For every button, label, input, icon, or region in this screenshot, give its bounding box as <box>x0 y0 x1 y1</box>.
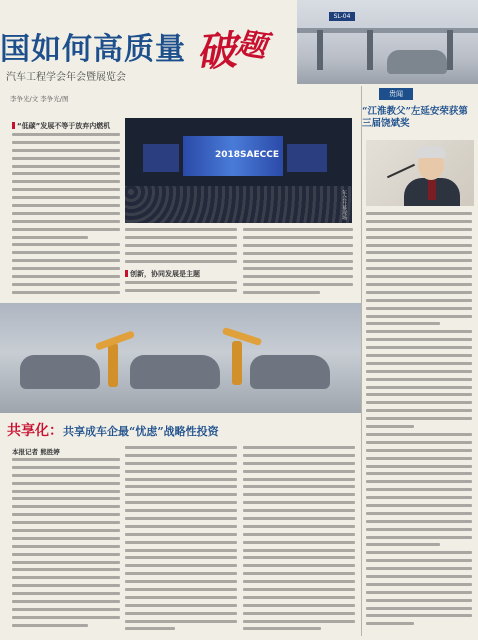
headline-main: 国如何高质量 <box>0 32 186 67</box>
robot-arm-base <box>232 341 242 385</box>
robot-assembly-photo <box>0 303 362 413</box>
factory-photo <box>297 0 478 84</box>
factory-pillar <box>447 30 453 70</box>
factory-pillar <box>367 30 373 70</box>
right-text-column <box>366 212 472 632</box>
right-column-tag: 贵闻 <box>379 88 413 100</box>
portrait-hair <box>416 146 446 158</box>
headline-red-char-2: 题 <box>234 25 270 65</box>
stage-screen-right <box>287 144 327 172</box>
stage-screen-left <box>143 144 179 172</box>
factory-sign: SL-04 <box>329 12 355 21</box>
shared-section-byline: 本报记者 熊胜婷 <box>12 448 60 456</box>
section-marker-icon <box>12 122 15 129</box>
section-label-low-carbon: “低碳”发展不等于放弃内燃机 <box>12 121 110 131</box>
page-headline <box>0 14 320 77</box>
byline: 李争光/文 李争光/图 <box>10 95 69 103</box>
factory-car-body <box>387 50 447 74</box>
assembly-car-body <box>20 355 100 389</box>
shared-mobility-headline <box>7 420 367 440</box>
headline-red-char-1: 破 <box>194 26 239 77</box>
microphone-icon <box>387 164 415 178</box>
shared-mobility-headline-sub: 共享成车企最“忧虑”战略性投资 <box>63 425 219 438</box>
shared-mobility-headline-main: 共享化： <box>7 423 63 439</box>
left-text-column <box>12 133 120 298</box>
column-divider <box>361 86 362 636</box>
mid-text-column-right <box>243 228 353 298</box>
stage-screen-text: 2018SAECCE <box>215 150 280 160</box>
assembly-car-body <box>130 355 220 389</box>
section-marker-icon <box>125 270 128 277</box>
factory-pillar <box>317 30 323 70</box>
robot-arm-base <box>108 343 118 387</box>
assembly-car-body <box>250 355 330 389</box>
portrait-tie <box>428 180 436 200</box>
photo-caption: 年会开幕现场 <box>341 190 347 220</box>
section-label-innovation: 创新，协同发展是主题 <box>125 269 200 279</box>
subheadline: 汽车工程学会年会暨展览会 <box>6 72 126 83</box>
portrait-photo <box>366 140 474 206</box>
bottom-text-column-1 <box>12 458 120 636</box>
robot-arm <box>222 327 262 346</box>
audience-crowd <box>125 186 352 223</box>
right-column-title: “江淮教父”左延安荣获第三届饶斌奖 <box>362 106 468 129</box>
mid-text-column-left <box>125 228 237 268</box>
bottom-text-column-3 <box>243 446 355 636</box>
mid-text-column-left-lower <box>125 281 237 301</box>
bottom-text-column-2 <box>125 446 237 636</box>
conference-stage-photo <box>125 118 352 223</box>
